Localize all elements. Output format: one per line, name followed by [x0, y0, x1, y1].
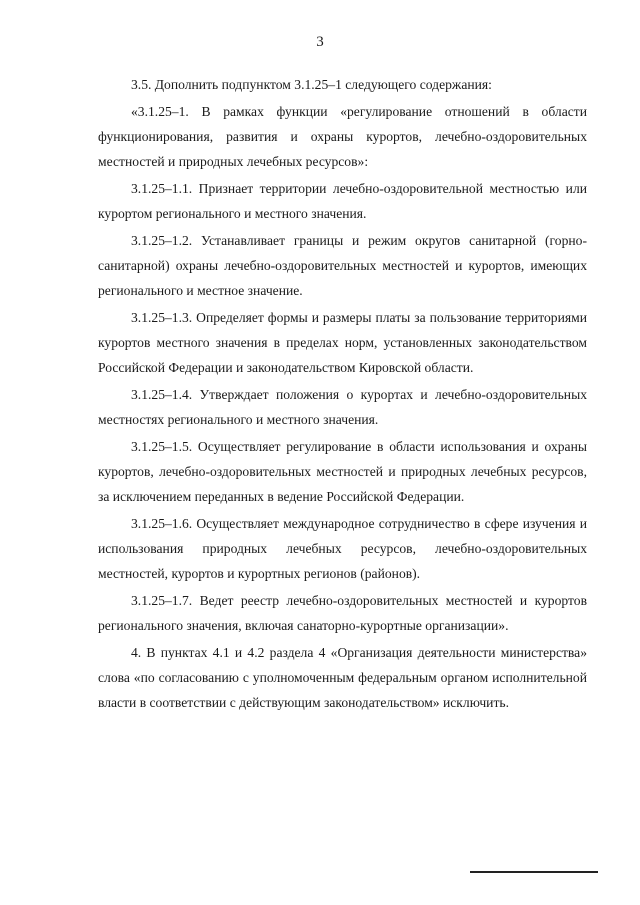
paragraph-3-1-25-1-6: 3.1.25–1.6. Осуществляет международное сотрудничество в сфере изучения и использования природных лечебных ресурсов, лечебно-оздоровительных местностей, курортов и курортных регионов (районов). — [98, 515, 587, 582]
paragraph-3-5: 3.5. Дополнить подпунктом 3.1.25–1 следующего содержания: — [131, 77, 492, 92]
paragraph-4: 4. В пунктах 4.1 и 4.2 раздела 4 «Организация деятельности министерства» слова «по согласованию с уполномоченным федеральным органом исполнительной власти в соответствии с действующим законодательством» исключить. — [98, 644, 587, 711]
paragraph-3-1-25-1-5: 3.1.25–1.5. Осуществляет регулирование в области использования и охраны курортов, лечебно-оздоровительных местностей и природных лечебных ресурсов, за исключением переданных в ведение Российской Федерации. — [98, 438, 587, 505]
page-number: 3 — [316, 34, 324, 50]
paragraph-3-1-25-1: «3.1.25–1. В рамках функции «регулирование отношений в области функционирования, развития и охраны курортов, лечебно-оздоровительных местностей и природных лечебных ресурсов»: — [98, 103, 587, 170]
paragraph-3-1-25-1-3: 3.1.25–1.3. Определяет формы и размеры платы за пользование территориями курортов местного значения в пределах норм, установленных законодательством Российской Федерации и законодательством Кировской области. — [98, 309, 587, 376]
paragraph-3-1-25-1-2: 3.1.25–1.2. Устанавливает границы и режим округов санитарной (горно-санитарной) охраны лечебно-оздоровительных местностей и курортов, имеющих регионального и местное значение. — [98, 232, 587, 299]
document-body — [98, 72, 587, 716]
paragraph-3-1-25-1-4: 3.1.25–1.4. Утверждает положения о курортах и лечебно-оздоровительных местностях регионального и местного значения. — [98, 386, 587, 428]
paragraph-3-1-25-1-1: 3.1.25–1.1. Признает территории лечебно-оздоровительной местностью или курортом регионального и местного значения. — [98, 180, 587, 222]
footer-rule — [470, 871, 598, 873]
paragraph-3-1-25-1-7: 3.1.25–1.7. Ведет реестр лечебно-оздоровительных местностей и курортов регионального значения, включая санаторно-курортные организации». — [98, 593, 587, 634]
